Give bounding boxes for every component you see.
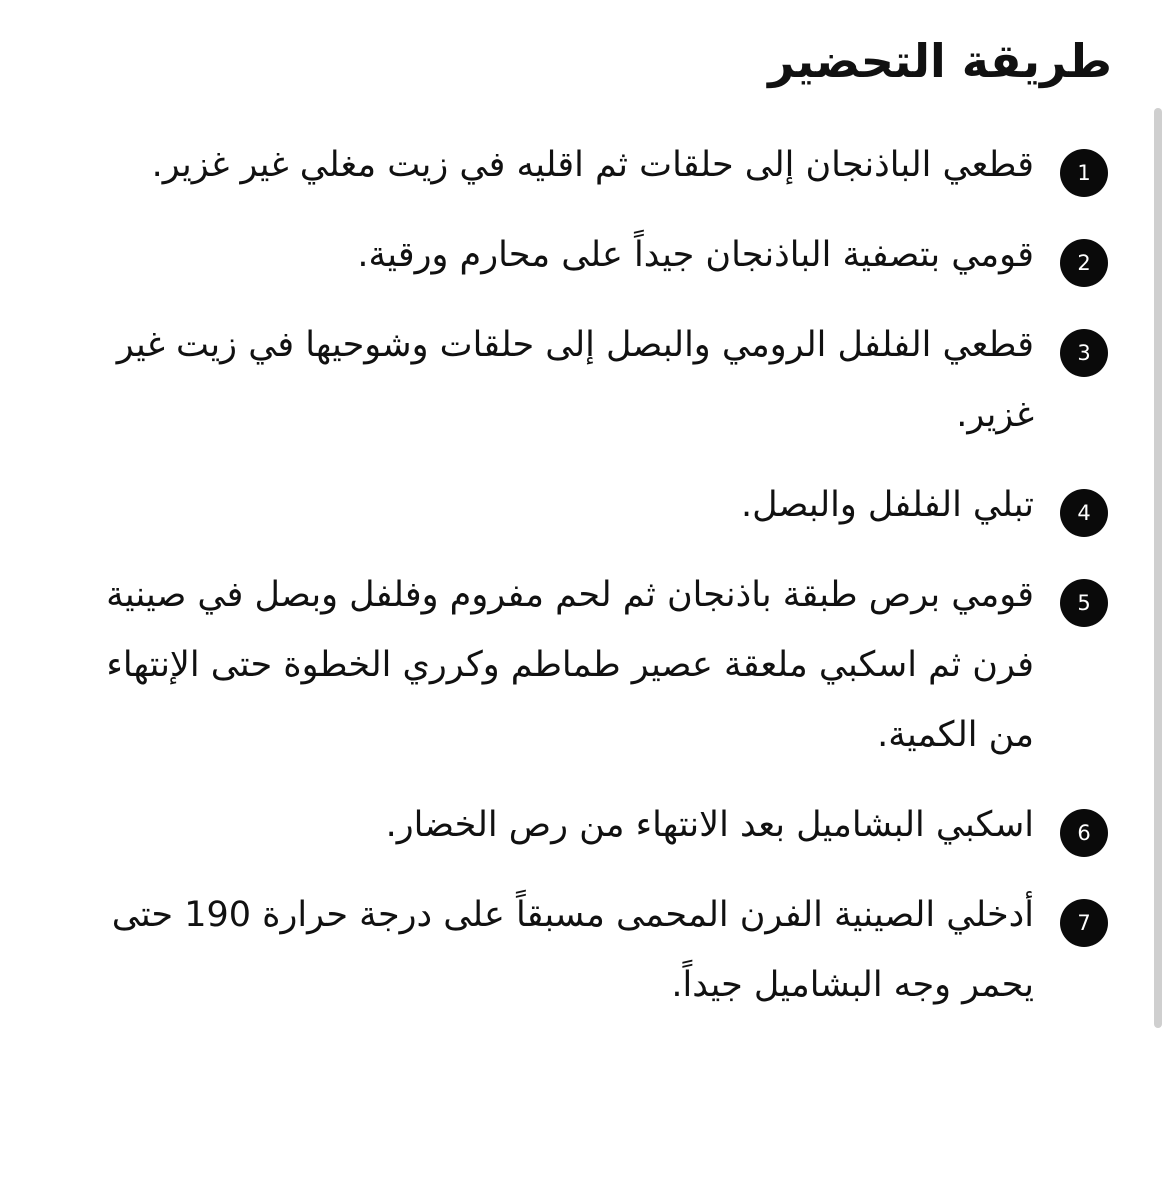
step-text: قطعي الفلفل الرومي والبصل إلى حلقات وشوحيها في زيت غير غزير.: [116, 325, 1034, 435]
step-text: تبلي الفلفل والبصل.: [740, 485, 1034, 525]
step-text: قومي بتصفية الباذنجان جيداً على محارم ورقية.: [357, 235, 1034, 275]
step-number-badge: 6: [1060, 809, 1108, 857]
step-number-badge: 3: [1060, 329, 1108, 377]
page-title: طريقة التحضير: [768, 34, 1112, 88]
step-number-badge: 2: [1060, 239, 1108, 287]
step-number-badge: 4: [1060, 489, 1108, 537]
step-text: قومي برص طبقة باذنجان ثم لحم مفروم وفلفل وبصل في صينية فرن ثم اسكبي ملعقة عصير طماطم وكرري الخطوة حتى الإنتهاء من الكمية.: [106, 575, 1034, 755]
step-number-badge: 7: [1060, 899, 1108, 947]
step-text: قطعي الباذنجان إلى حلقات ثم اقليه في زيت مغلي غير غزير.: [151, 145, 1034, 185]
step-item: [0, 880, 1172, 1020]
step-text: اسكبي البشاميل بعد الانتهاء من رص الخضار.: [385, 805, 1034, 845]
step-number-badge: 1: [1060, 149, 1108, 197]
step-item: [0, 560, 1172, 770]
step-item: [0, 470, 1172, 540]
step-item: [0, 310, 1172, 450]
steps-list: [0, 130, 1172, 1040]
step-item: [0, 790, 1172, 860]
step-item: [0, 130, 1172, 200]
step-item: [0, 220, 1172, 290]
scrollbar[interactable]: [1154, 108, 1162, 1028]
step-number-badge: 5: [1060, 579, 1108, 627]
step-text: أدخلي الصينية الفرن المحمى مسبقاً على درجة حرارة 190 حتى يحمر وجه البشاميل جيداً.: [111, 895, 1034, 1005]
